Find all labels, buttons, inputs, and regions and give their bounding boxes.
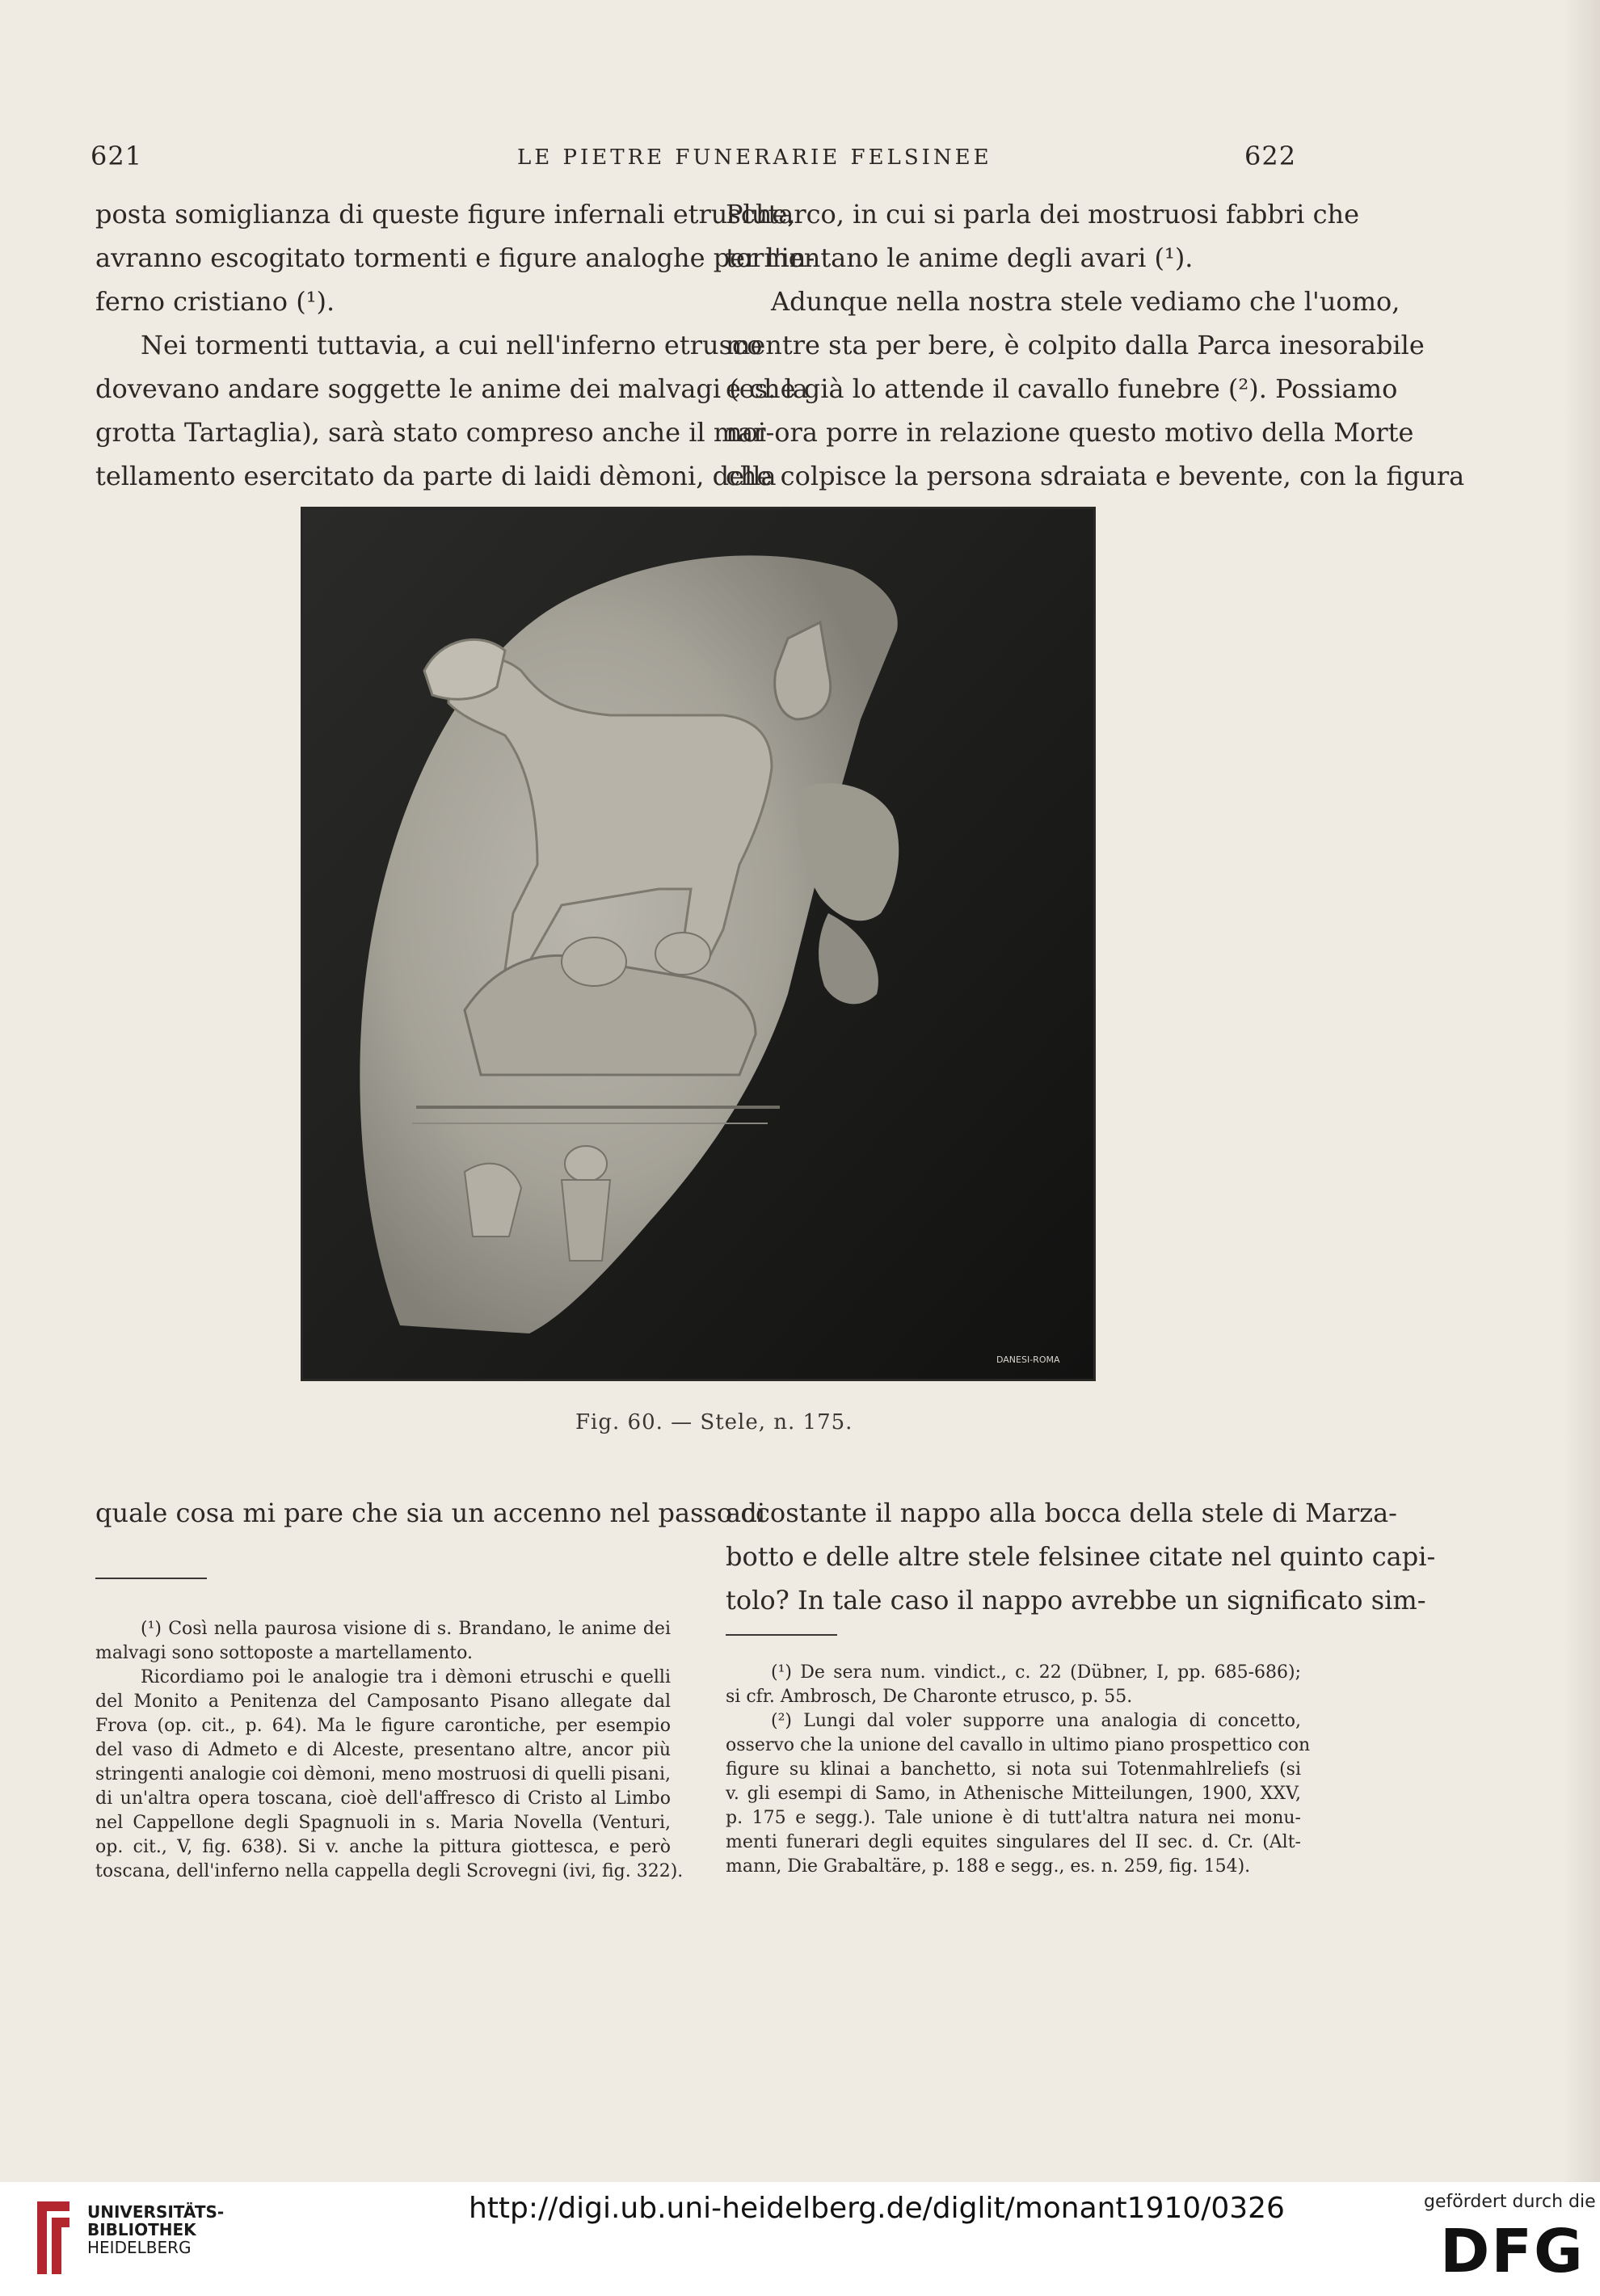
text-line: Nei tormenti tuttavia, a cui nell'inferno etrusco (141, 330, 763, 360)
text-column-right-top (726, 192, 1465, 498)
university-library-name (87, 2203, 224, 2256)
footnote-line: mann, Die Grabaltäre, p. 188 e segg., es. n. 259, fig. 154). (726, 1856, 1251, 1877)
text-line: dovevano andare soggette le anime dei malvagi (es. la (95, 373, 808, 404)
footnote-line: (²) Lungi dal voler supporre una analogia di concetto, (771, 1711, 1301, 1731)
footnote-rule-right (726, 1634, 837, 1636)
library-line-3: HEIDELBERG (87, 2238, 192, 2257)
text-line: che colpisce la persona sdraiata e bevente, con la figura (726, 461, 1465, 491)
text-line: Plutarco, in cui si parla dei mostruosi fabbri che (726, 199, 1360, 230)
photo-credit: DANESI-ROMA (996, 1354, 1060, 1365)
text-line: botto e delle altre stele felsinee citate nel quinto capi- (726, 1541, 1436, 1572)
text-line: quale cosa mi pare che sia un accenno nel passo di (95, 1498, 766, 1528)
text-line: tellamento esercitato da parte di laidi dèmoni, della (95, 461, 777, 491)
text-line: noi ora porre in relazione questo motivo della Morte (726, 417, 1414, 448)
footnote-line: (¹) Così nella paurosa visione di s. Brandano, le anime dei (141, 1619, 671, 1639)
document-url-link[interactable]: http://digi.ub.uni-heidelberg.de/diglit/monant1910/0326 (469, 2192, 1285, 2225)
footnote-line: v. gli esempi di Samo, in Athenische Mitteilungen, 1900, XXV, (726, 1784, 1301, 1804)
footnote-line: si cfr. Ambrosch, De Charonte etrusco, p. 55. (726, 1687, 1133, 1707)
footnote-line: p. 175 e segg.). Tale unione è di tutt'altra natura nei monu- (726, 1808, 1301, 1828)
text-column-right-bottom (726, 1491, 1436, 1622)
university-library-logo-icon (29, 2193, 78, 2282)
footnote-line: stringenti analogie coi dèmoni, meno mostruosi di quelli pisani, (95, 1764, 671, 1784)
page-number-right: 622 (1244, 141, 1297, 171)
footnote-line: (¹) De sera num. vindict., c. 22 (Dübner, I, pp. 685-686); (771, 1662, 1301, 1683)
text-line: tolo? In tale caso il nappo avrebbe un significato sim- (726, 1585, 1426, 1616)
text-column-left-top (95, 192, 815, 498)
text-line: ferno cristiano (¹). (95, 286, 335, 317)
text-line: e che già lo attende il cavallo funebre (²). Possiamo (726, 373, 1398, 404)
page-edge-shadow (1563, 0, 1600, 2182)
text-line: tormentano le anime degli avari (¹). (726, 242, 1194, 273)
footnote-line: toscana, dell'inferno nella cappella degli Scrovegni (ivi, fig. 322). (95, 1861, 684, 1881)
footnote-line: menti funerari degli equites singulares del II sec. d. Cr. (Alt- (726, 1832, 1301, 1852)
stele-relief-image (303, 509, 1093, 1379)
text-line: Adunque nella nostra stele vediamo che l'uomo, (771, 286, 1400, 317)
dfg-logo: DFG (1440, 2217, 1585, 2286)
footnote-line: figure su klinai a banchetto, si nota sui Totenmahlreliefs (si (726, 1759, 1301, 1780)
library-line-1: UNIVERSITÄTS- (87, 2202, 225, 2222)
funding-text: gefördert durch die (1424, 2192, 1596, 2212)
footnote-line: del Monito a Penitenza del Camposanto Pisano allegate dal (95, 1691, 671, 1712)
footnote-line: malvagi sono sottoposte a martellamento. (95, 1643, 473, 1663)
running-title: LE PIETRE FUNERARIE FELSINEE (517, 145, 992, 170)
text-line: posta somiglianza di queste figure infernali etrusche, (95, 199, 796, 230)
page-number-left: 621 (91, 141, 143, 171)
footnote-line: del vaso di Admeto e di Alceste, presentano altre, ancor più (95, 1740, 671, 1760)
footnote-line: op. cit., V, fig. 638). Si v. anche la pittura giottesca, e però (95, 1837, 671, 1857)
text-column-left-bottom (95, 1491, 766, 1535)
stele-photograph (301, 507, 1096, 1381)
footnote-line: nel Cappellone degli Spagnuoli in s. Maria Novella (Venturi, (95, 1813, 671, 1833)
figure-caption: Fig. 60. — Stele, n. 175. (575, 1410, 853, 1434)
footnote-line: Frova (op. cit., p. 64). Ma le figure carontiche, per esempio (95, 1716, 671, 1736)
library-line-2: BIBLIOTHEK (87, 2220, 196, 2239)
text-line: avranno escogitato tormenti e figure analoghe per l'in- (95, 242, 815, 273)
footnotes-left (95, 1617, 684, 1884)
footnote-rule-left (95, 1578, 207, 1579)
text-line: grotta Tartaglia), sarà stato compreso anche il mar- (95, 417, 775, 448)
footnote-line: di un'altra opera toscana, cioè dell'affresco di Cristo al Limbo (95, 1788, 671, 1809)
footnotes-right (726, 1661, 1311, 1879)
text-line: accostante il nappo alla bocca della stele di Marza- (726, 1498, 1397, 1528)
text-line: mentre sta per bere, è colpito dalla Parca inesorabile (726, 330, 1425, 360)
footnote-line: osservo che la unione del cavallo in ultimo piano prospettico con (726, 1735, 1311, 1755)
footnote-line: Ricordiamo poi le analogie tra i dèmoni etruschi e quelli (141, 1667, 671, 1687)
